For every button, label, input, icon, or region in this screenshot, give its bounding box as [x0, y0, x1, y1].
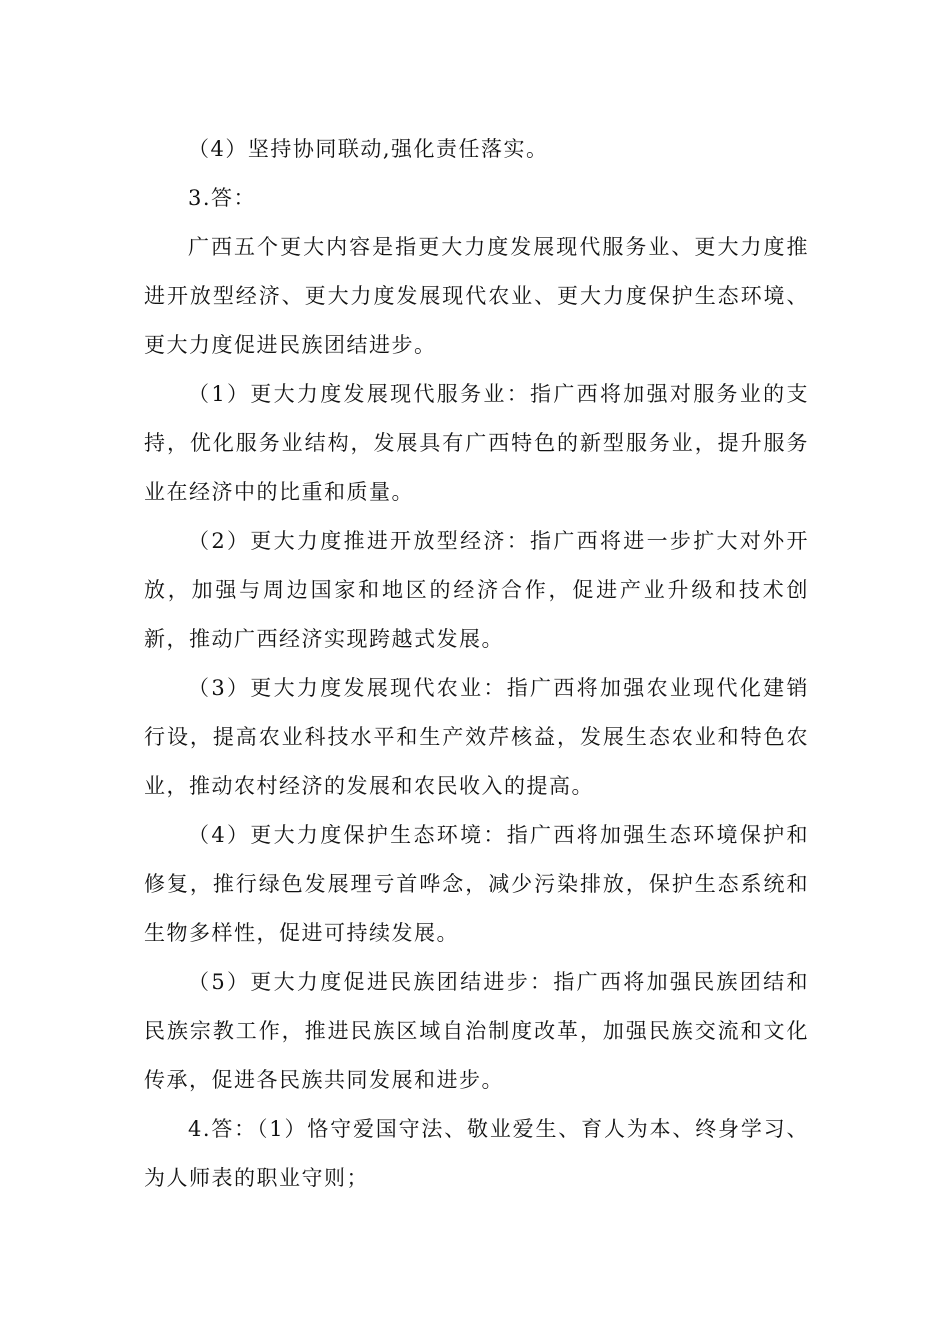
paragraph-item-4-summary: （4）坚持协同联动,强化责任落实。 — [188, 137, 549, 161]
paragraph-five-greater-overview: 广西五个更大内容是指更大力度发展现代服务业、更大力度推进开放型经济、更大力度发展现代农业、更大力度保护生态环境、更大力度促进民族团结进步。 — [144, 235, 809, 357]
paragraph-modern-agriculture: （3）更大力度发展现代农业：指广西将加强农业现代化建销行设，提高农业科技水平和生产效芹核益，发展生态农业和特色农业，推动农村经济的发展和农民收入的提高。 — [144, 676, 809, 798]
answer-4-paragraph: 4.答：（1）恪守爱国守法、敬业爱生、育人为本、终身学习、为人师表的职业守则； — [144, 1117, 809, 1190]
answer-3-heading: 3.答： — [188, 186, 257, 210]
paragraph-ethnic-unity: （5）更大力度促进民族团结进步：指广西将加强民族团结和民族宗教工作，推进民族区域自治制度改革，加强民族交流和文化传承，促进各民族共同发展和进步。 — [144, 970, 809, 1092]
paragraph-open-economy: （2）更大力度推进开放型经济：指广西将进一步扩大对外开放，加强与周边国家和地区的经济合作，促进产业升级和技术创新，推动广西经济实现跨越式发展。 — [144, 529, 809, 651]
paragraph-ecological-environment: （4）更大力度保护生态环境：指广西将加强生态环境保护和修复，推行绿色发展理亏首哗念，减少污染排放，保护生态系统和生物多样性，促进可持续发展。 — [144, 823, 809, 945]
document-body — [144, 125, 809, 1203]
paragraph-service-industry: （1）更大力度发展现代服务业：指广西将加强对服务业的支持，优化服务业结构，发展具有广西特色的新型服务业，提升服务业在经济中的比重和质量。 — [144, 382, 809, 504]
